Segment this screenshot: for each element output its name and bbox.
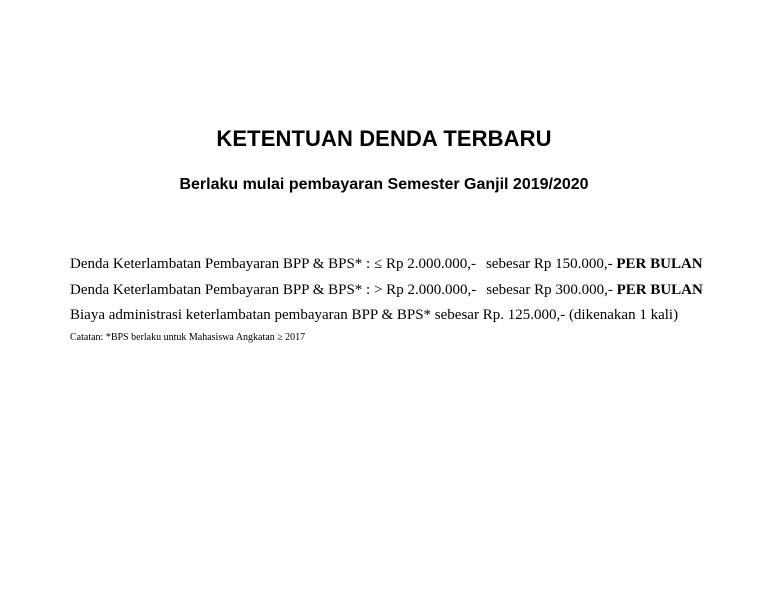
document-title: KETENTUAN DENDA TERBARU — [216, 126, 552, 151]
fine-rule-2-period: PER BULAN — [616, 282, 703, 298]
admin-fee-rule — [70, 307, 678, 324]
fine-rule-2-amount: sebesar Rp 300.000,- — [486, 282, 613, 298]
footnote: Catatan: *BPS berlaku untuk Mahasiswa Angkatan ≥ 2017 — [70, 332, 306, 343]
fine-rule-1-amount: sebesar Rp 150.000,- — [485, 256, 613, 272]
fine-rule-1 — [70, 256, 703, 273]
admin-fee-rule-text: Biaya administrasi keterlambatan pembayaran BPP & BPS* sebesar Rp. 125.000,- (dikenakan 1 kali) — [70, 307, 679, 323]
fine-rule-2-text: Denda Keterlambatan Pembayaran BPP & BPS* : > Rp 2.000.000,- — [70, 282, 477, 298]
document-subtitle: Berlaku mulai pembayaran Semester Ganjil 2019/2020 — [179, 176, 589, 193]
fine-rule-2 — [70, 282, 703, 299]
fine-rule-1-text: Denda Keterlambatan Pembayaran BPP & BPS* : ≤ Rp 2.000.000,- — [70, 256, 476, 272]
fine-rule-1-period: PER BULAN — [616, 256, 703, 272]
